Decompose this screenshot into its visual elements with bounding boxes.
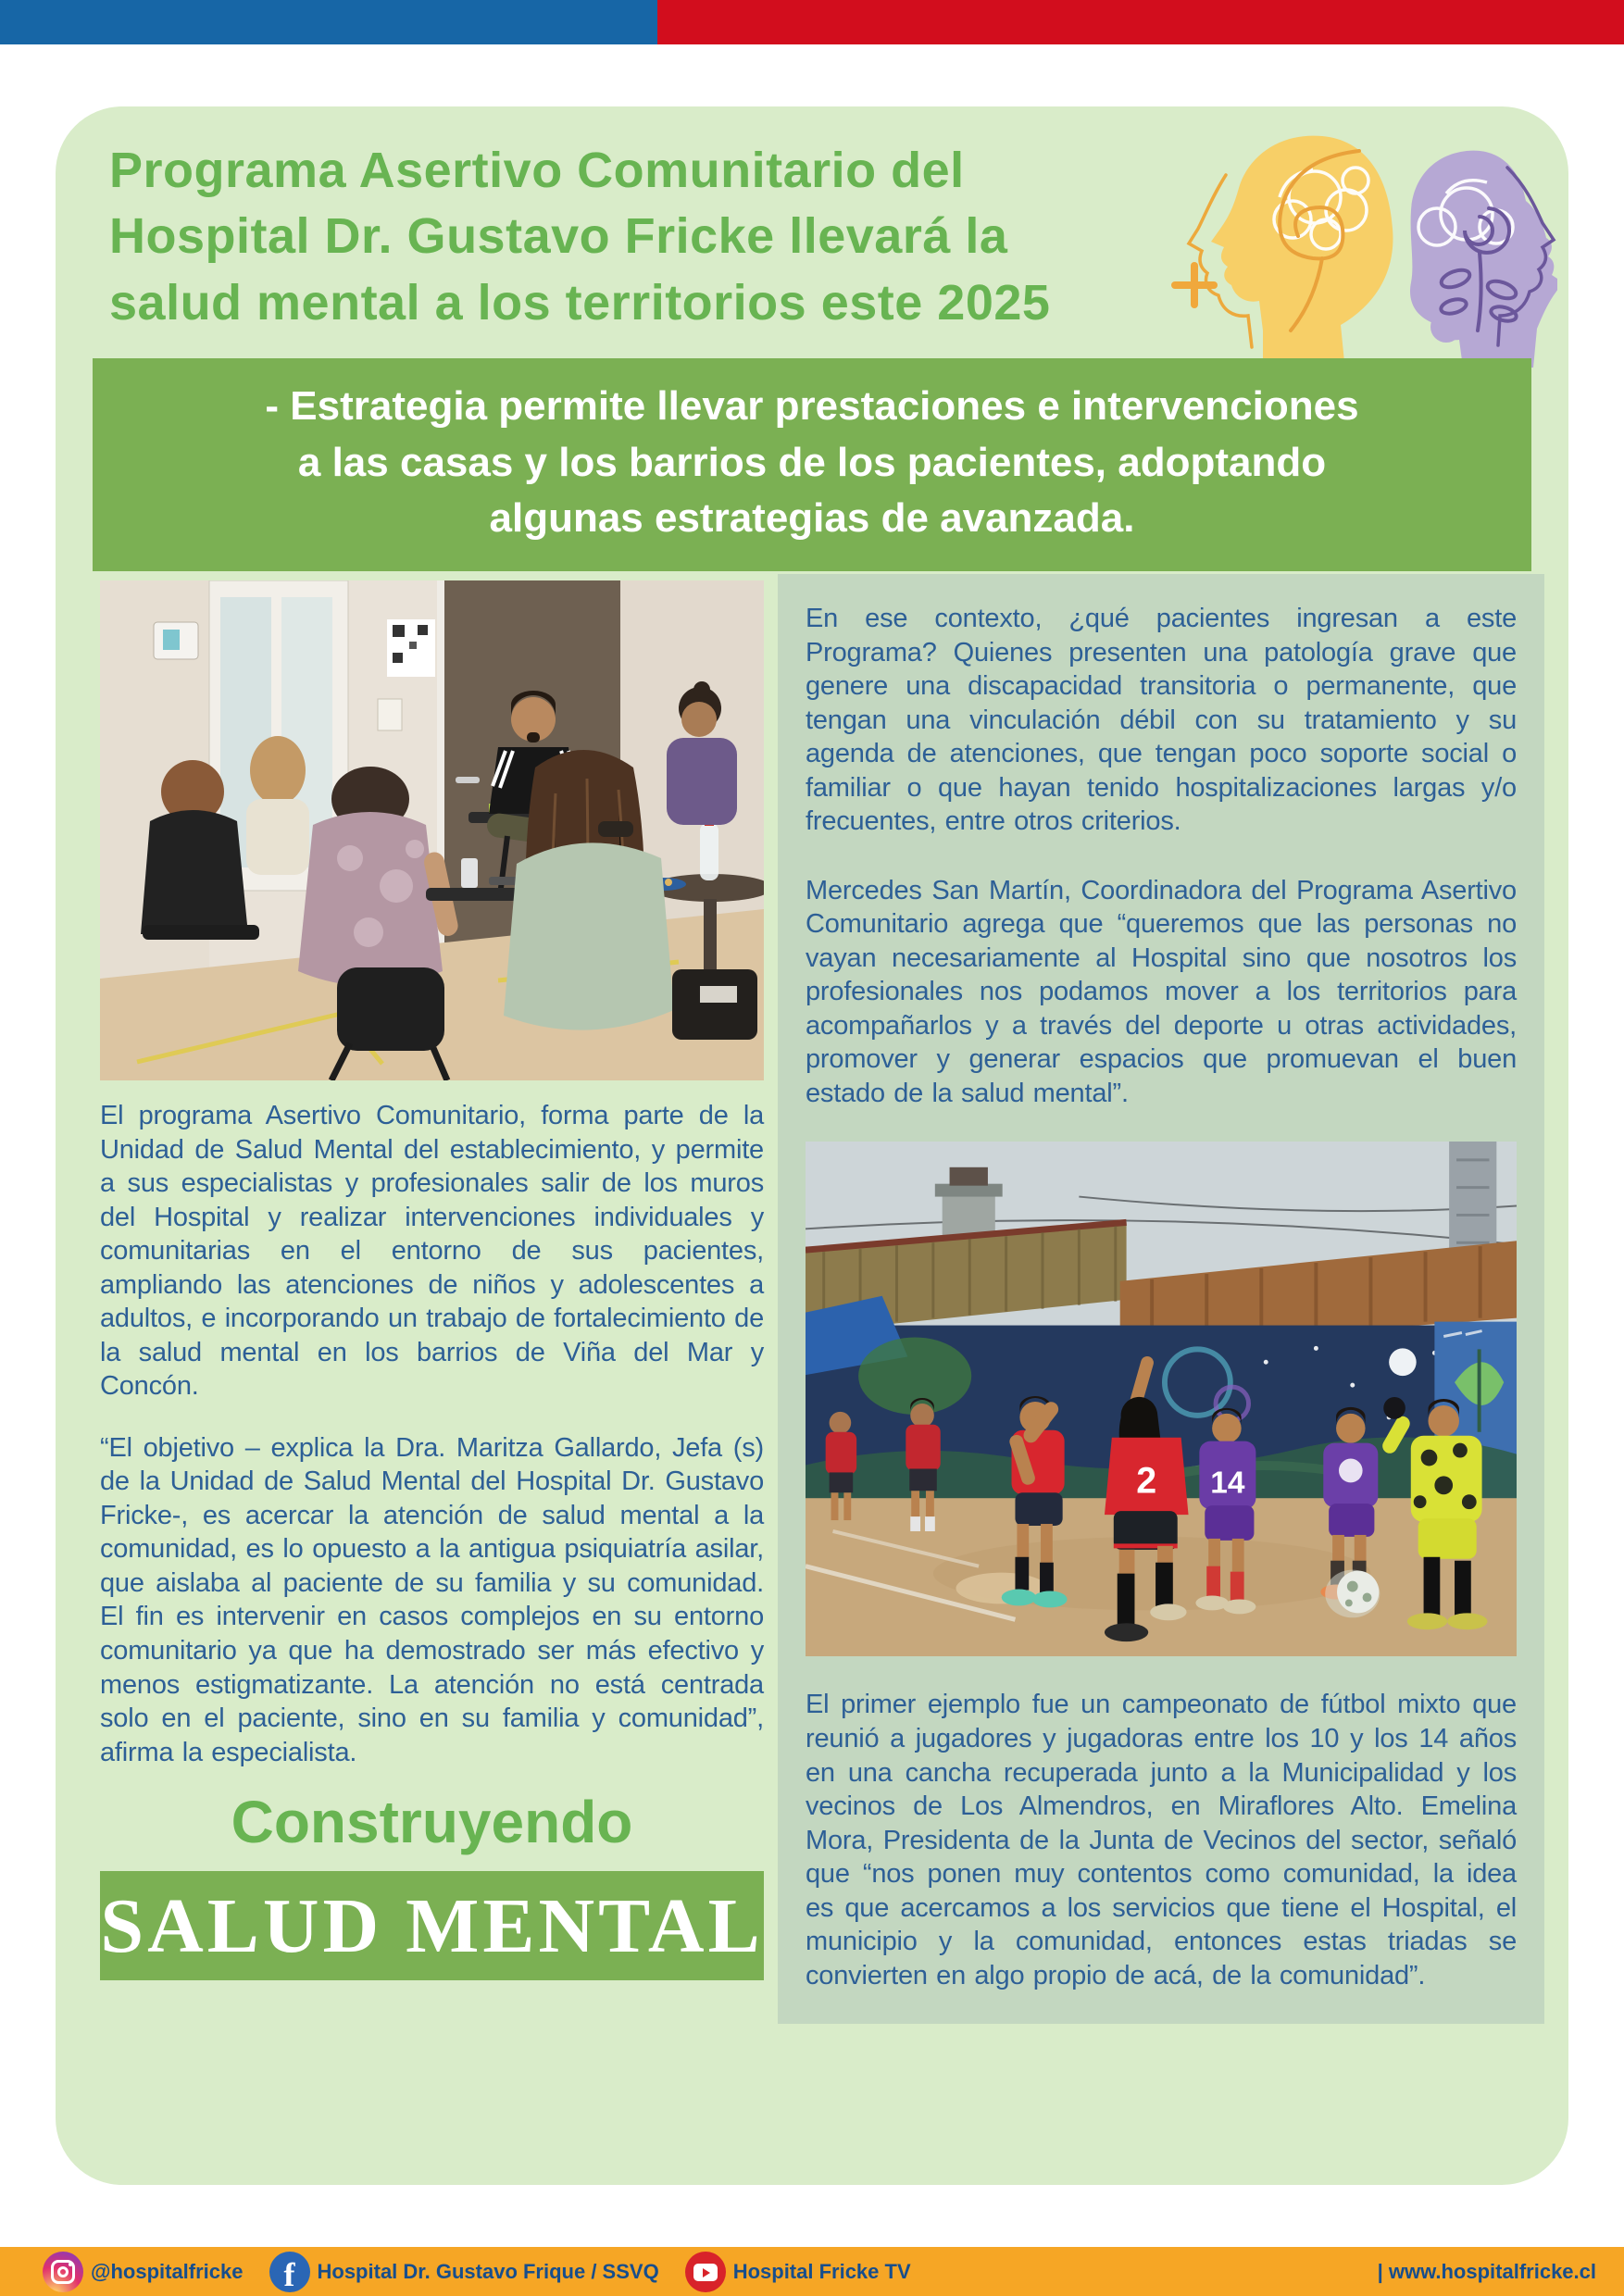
page-title (109, 138, 1050, 336)
footer-facebook[interactable] (269, 2252, 659, 2292)
svg-text:14: 14 (1210, 1466, 1245, 1501)
article-columns (100, 574, 1544, 2024)
right-paragraph-3: El primer ejemplo fue un campeonato de fútbol mixto que reunió a jugadores y jugadoras entre los 10 y los 14 años en una cancha recuperada junto a la Municipalidad y los vecinos de Los Almendros, en Miraflores Alto. Emelina Mora, Presidenta de la Junta de Vecinos del sector, señaló que “nos ponen muy contentos como comunidad, la idea es que acercamos a los servicios que tiene el Hospital, el municipio y la comunidad, entonces estas triadas se convierten en algo propio de acá, de la comunidad”. (806, 1690, 1517, 1990)
tagline-construyendo: Construyendo (231, 1789, 633, 1856)
left-column (100, 574, 764, 2024)
banner-line-1: - Estrategia permite llevar prestaciones e intervenciones (265, 383, 1359, 429)
footer-youtube[interactable] (685, 2252, 911, 2292)
soccer-photo-illustration (806, 1142, 1517, 1656)
top-color-bar (0, 0, 1624, 44)
footer-instagram[interactable] (43, 2252, 244, 2292)
title-line-2: Hospital Dr. Gustavo Fricke llevará la (109, 208, 1008, 265)
right-paragraph-1: En ese contexto, ¿qué pacientes ingresan a este Programa? Quienes presenten una patología grave que genere una discapacidad transitoria o permanente, que tengan una vinculación débil con su tratamiento y su agenda de atenciones, que tengan poco soporte social o familiar o que hayan tenido hospitalizaciones largas y/o frecuentes, entre otros criterios. (806, 604, 1517, 837)
meeting-photo (100, 580, 764, 1080)
yellow-head-icon (1189, 136, 1393, 362)
youtube-icon (685, 2252, 726, 2292)
svg-text:2: 2 (1136, 1460, 1157, 1502)
banner-line-3: algunas estrategias de avanzada. (489, 495, 1135, 542)
instagram-handle: @hospitalfricke (91, 2259, 244, 2283)
top-bar-blue-segment (0, 0, 657, 44)
footer-social-bar (0, 2247, 1624, 2296)
facebook-icon: f (269, 2252, 310, 2292)
soccer-photo (806, 1142, 1517, 1656)
tagline-salud-mental: SALUD MENTAL (100, 1871, 764, 1980)
title-line-1: Programa Asertivo Comunitario del (109, 143, 965, 198)
youtube-handle: Hospital Fricke TV (732, 2259, 911, 2283)
meeting-photo-illustration (100, 580, 764, 1080)
instagram-icon (43, 2252, 83, 2292)
mental-health-heads-illustration (1141, 119, 1557, 379)
website-url: | www.hospitalfricke.cl (1377, 2259, 1596, 2283)
left-paragraph-2: “El objetivo – explica la Dra. Maritza Gallardo, Jefa (s) de la Unidad de Salud Mental del Hospital Dr. Gustavo Fricke-, es acercar la atención de salud mental a la comunidad, es lo opuesto a la antigua psiquiatría asilar, que aislaba al paciente de su familia y su comunidad. El fin es intervenir en casos complejos en su entorno comunitario ya que ha demostrado ser más efectivo y menos estigmatizante. La atención no está centrada solo en el paciente, sino en su familia y comunidad”, afirma la especialista. (100, 1432, 764, 1767)
right-column-panel (778, 574, 1544, 2024)
article-container (56, 106, 1568, 2185)
right-paragraph-2: Mercedes San Martín, Coordinadora del Programa Asertivo Comunitario agrega que “queremos que las personas no vayan necesariamente al Hospital sino que nosotros los profesionales nos podamos mover a los territorios para acompañarlos y a través del deporte u otras actividades, promover y generar espacios que promuevan el buen estado de la salud mental”. (806, 875, 1517, 1108)
brain-heads-icon (1141, 119, 1557, 379)
title-line-3: salud mental a los territorios este 2025 (109, 274, 1051, 331)
subtitle-banner (93, 358, 1531, 571)
facebook-handle: Hospital Dr. Gustavo Frique / SSVQ (317, 2259, 659, 2283)
footer-website[interactable] (1370, 2260, 1596, 2284)
purple-head-icon (1410, 151, 1557, 368)
top-bar-red-segment (657, 0, 1624, 44)
left-paragraph-1: El programa Asertivo Comunitario, forma parte de la Unidad de Salud Mental del establecimiento, y permite a sus especialistas y profesionales salir de los muros del Hospital y realizar intervenciones individuales y comunitarias en el entorno de sus pacientes, ampliando las atenciones de niños y adolescentes a adultos, e incorporando un trabajo de fortalecimiento de la salud mental en los barrios de Viña del Mar y Concón. (100, 1101, 764, 1402)
banner-line-2: a las casas y los barrios de los pacientes, adoptando (297, 439, 1327, 485)
